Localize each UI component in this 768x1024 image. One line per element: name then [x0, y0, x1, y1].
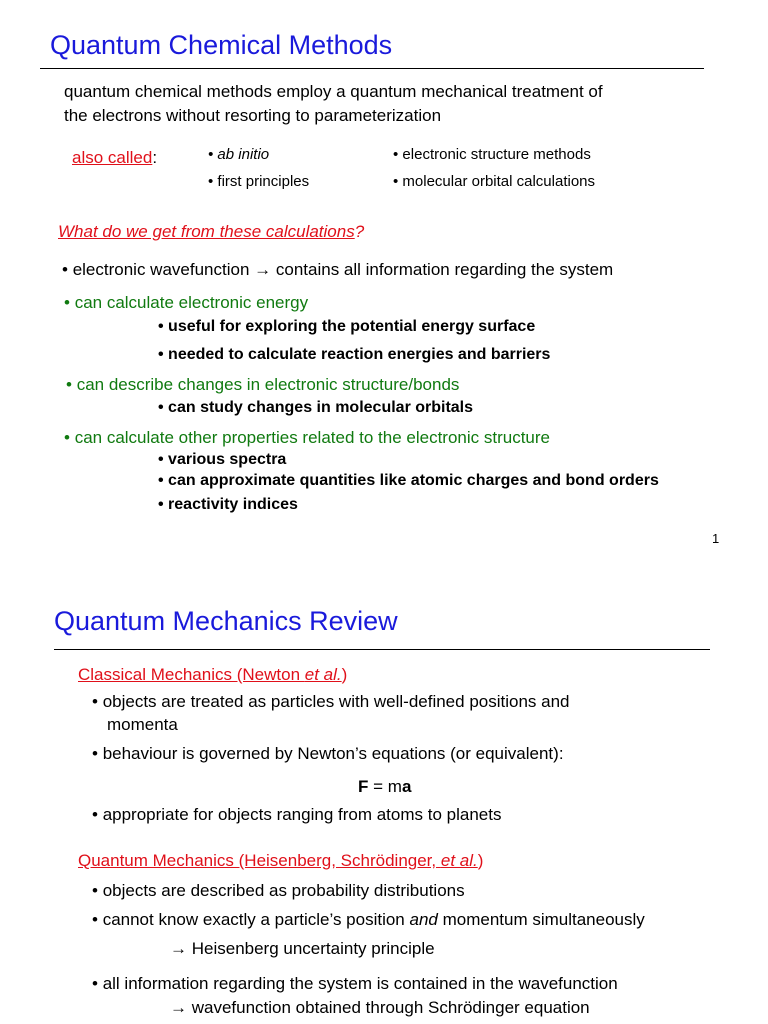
question-heading	[58, 220, 364, 244]
wavefunction-point	[62, 258, 613, 282]
properties-subpoint-2-text: can approximate quantities like atomic charges and bond orders	[168, 472, 659, 489]
properties-subpoint-3	[158, 496, 298, 514]
newton-equation	[358, 775, 411, 799]
structure-point-text: can describe changes in electronic structure/bonds	[76, 375, 460, 394]
wavefunction-obtained-line	[170, 996, 590, 1020]
page-number: 1	[712, 531, 720, 546]
question-mark: ?	[354, 222, 365, 241]
also-called-ab-initio-text: ab initio	[217, 146, 270, 163]
quantum-point-1-text: objects are described as probability distributions	[102, 881, 465, 900]
energy-subpoint-2-text: needed to calculate reaction energies and barriers	[168, 346, 551, 363]
classical-point-2-text: behaviour is governed by Newton’s equations (or equivalent):	[102, 744, 564, 763]
quantum-point-2-and: and	[409, 910, 438, 929]
classical-point-2	[92, 742, 564, 766]
slide1-title-rule	[40, 68, 704, 69]
also-called-electronic-structure-text: electronic structure methods	[402, 146, 591, 163]
structure-subpoint-1-text: can study changes in molecular orbitals	[168, 399, 474, 416]
also-called-label-text: also called	[72, 148, 153, 167]
quantum-heading-etal: et al.	[440, 851, 478, 870]
quantum-heading-a: Quantum Mechanics (Heisenberg, Schrödinger,	[78, 851, 441, 870]
wavefunction-obtained-text: wavefunction obtained through Schrödinger equation	[191, 998, 590, 1017]
classical-point-3	[92, 803, 501, 827]
classical-point-1	[92, 690, 570, 714]
slide2-title: Quantum Mechanics Review	[54, 606, 398, 636]
properties-subpoint-1-text: various spectra	[168, 451, 287, 468]
also-called-electronic-structure	[393, 146, 591, 163]
also-called-molecular-orbital-text: molecular orbital calculations	[402, 173, 596, 190]
slide1-intro-line2: the electrons without resorting to parameterization	[64, 106, 442, 125]
arrow-icon: →	[170, 939, 187, 958]
classical-heading-b: )	[341, 665, 348, 684]
arrow-icon: →	[254, 260, 272, 279]
slide1-title: Quantum Chemical Methods	[50, 30, 393, 60]
quantum-point-3	[92, 972, 618, 996]
heisenberg-line	[170, 937, 435, 961]
properties-subpoint-2	[158, 472, 659, 490]
equation-force: F	[358, 777, 369, 796]
quantum-point-2-b: momentum simultaneously	[437, 910, 645, 929]
equation-mid: = m	[368, 777, 402, 796]
energy-point-text: can calculate electronic energy	[74, 293, 309, 312]
slide2-title-rule	[54, 649, 710, 650]
classical-point-3-text: appropriate for objects ranging from atoms to planets	[102, 805, 502, 824]
classical-heading	[78, 663, 347, 687]
classical-point-1-line2: momenta	[107, 715, 178, 734]
question-text: What do we get from these calculations	[58, 222, 355, 241]
equation-acceleration: a	[401, 777, 412, 796]
properties-subpoint-1	[158, 451, 286, 469]
also-called-label	[72, 146, 157, 170]
arrow-icon: →	[170, 998, 187, 1017]
also-called-ab-initio	[208, 146, 269, 163]
quantum-point-1	[92, 879, 465, 903]
quantum-point-2-a: cannot know exactly a particle’s position	[102, 910, 410, 929]
structure-point	[66, 373, 459, 397]
quantum-heading-b: )	[477, 851, 484, 870]
also-called-colon: :	[152, 148, 158, 167]
slide1-intro-line1: quantum chemical methods employ a quantum mechanical treatment of	[64, 82, 603, 101]
energy-subpoint-1-text: useful for exploring the potential energy surface	[168, 318, 536, 335]
wavefunction-point-a: electronic wavefunction	[72, 260, 250, 279]
classical-heading-a: Classical Mechanics (Newton	[78, 665, 305, 684]
heisenberg-text: Heisenberg uncertainty principle	[191, 939, 435, 958]
properties-point	[64, 426, 550, 450]
quantum-heading	[78, 849, 483, 873]
also-called-first-principles	[208, 173, 309, 190]
energy-point	[64, 291, 308, 315]
wavefunction-point-b: contains all information regarding the system	[275, 260, 614, 279]
also-called-molecular-orbital	[393, 173, 595, 190]
properties-point-text: can calculate other properties related to the electronic structure	[74, 428, 550, 447]
quantum-point-2	[92, 908, 645, 932]
properties-subpoint-3-text: reactivity indices	[168, 496, 298, 513]
also-called-first-principles-text: first principles	[217, 173, 310, 190]
classical-heading-etal: et al.	[304, 665, 342, 684]
energy-subpoint-2	[158, 346, 550, 364]
structure-subpoint-1	[158, 399, 473, 417]
classical-point-1-line1: objects are treated as particles with well-defined positions and	[102, 692, 570, 711]
energy-subpoint-1	[158, 318, 535, 336]
quantum-point-3-text: all information regarding the system is contained in the wavefunction	[102, 974, 618, 993]
